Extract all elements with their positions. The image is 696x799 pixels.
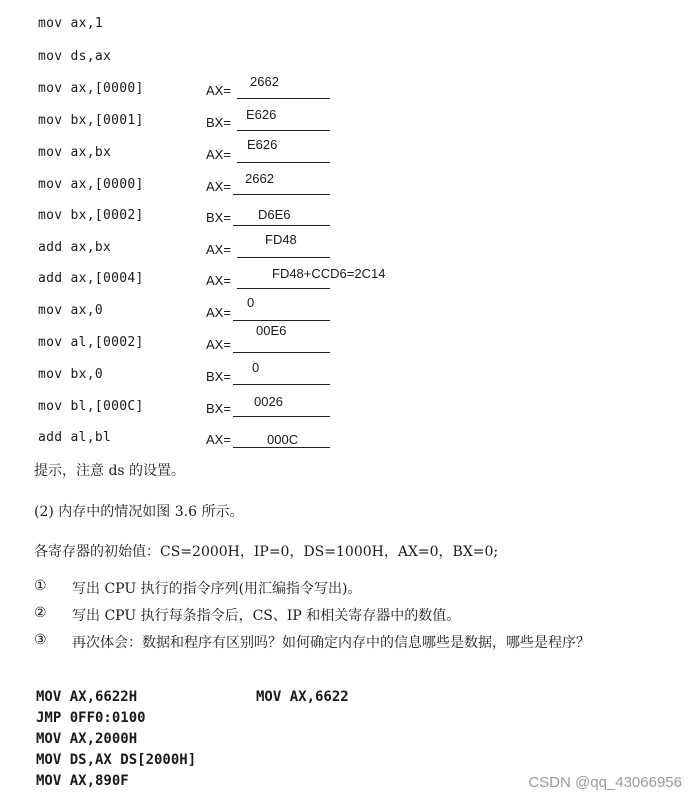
register-label: AX= [206,179,231,194]
code-line: MOV DS,AX DS[2000H] [36,752,197,768]
answer-blank-line [237,288,330,289]
instruction: add ax,[0004] [38,271,144,286]
instruction: mov ax,bx [38,145,112,160]
register-label: BX= [206,369,231,384]
register-value: 0026 [254,394,283,409]
exercise-row [0,49,696,73]
register-label: AX= [206,242,231,257]
register-label: AX= [206,337,231,352]
register-value: E626 [246,107,277,122]
register-value: 2662 [250,74,279,89]
exercise-row [0,232,696,264]
instruction: mov ax,[0000] [38,81,144,96]
exercise-row [0,295,696,327]
task-number: ② [34,605,47,621]
task-text: 再次体会：数据和程序有区别吗？如何确定内存中的信息哪些是数据，哪些是程序？ [72,635,590,651]
register-label: AX= [206,147,231,162]
section-heading: (2) 内存中的情况如图 3.6 所示。 [34,504,244,520]
task-number: ③ [34,632,47,648]
register-label: BX= [206,115,231,130]
answer-blank-line [233,384,330,385]
instruction: mov ax,1 [38,16,104,31]
code-line-side: MOV AX,6622 [256,689,349,705]
answer-blank-line [237,257,330,258]
instruction: add al,bl [38,430,112,445]
register-label: AX= [206,273,231,288]
instruction: mov al,[0002] [38,335,144,350]
register-value: 000C [267,432,299,447]
register-value: D6E6 [258,207,291,222]
answer-blank-line [233,352,330,353]
register-label: BX= [206,210,231,225]
exercise-row [0,74,696,105]
watermark: CSDN @qq_43066956 [528,774,682,791]
register-value: 00E6 [256,323,287,338]
hint-text: 提示，注意 ds 的设置。 [34,463,186,479]
answer-blank-line [233,320,330,321]
exercise-row [0,16,696,40]
answer-blank-line [233,416,330,417]
answer-blank-line [237,98,330,99]
exercise-row [0,360,696,391]
register-value: 2662 [245,171,274,186]
instruction: add ax,bx [38,240,112,255]
instruction: mov bx,0 [38,367,104,382]
instruction: mov ax,0 [38,303,104,318]
exercise-row [0,430,696,454]
register-label: AX= [206,83,231,98]
exercise-row [0,137,696,169]
exercise-row [0,171,696,201]
answer-blank-line [237,162,330,163]
instruction: mov ax,[0000] [38,177,144,192]
instruction: mov bx,[0001] [38,113,144,128]
exercise-row [0,208,696,232]
code-line: MOV AX,2000H [36,731,138,747]
register-label: BX= [206,401,231,416]
answer-blank-line [233,225,330,226]
instruction: mov bx,[0002] [38,208,144,223]
code-line: MOV AX,890F [36,773,129,789]
register-value: 0 [252,360,260,375]
exercise-row [0,323,696,359]
instruction: mov ds,ax [38,49,112,64]
instruction: mov bl,[000C] [38,399,144,414]
initial-values-text: 各寄存器的初始值：CS=2000H，IP=0，DS=1000H，AX=0，BX=0; [34,544,499,560]
exercise-row [0,107,696,137]
answer-blank-line [233,194,330,195]
code-line: JMP 0FF0:0100 [36,710,146,726]
task-number: ① [34,578,47,594]
register-label: AX= [206,432,231,447]
register-value: E626 [247,137,278,152]
register-value: 0 [247,295,255,310]
task-text: 写出 CPU 执行的指令序列(用汇编指令写出)。 [72,581,362,597]
register-value: FD48 [265,232,297,247]
task-text: 写出 CPU 执行每条指令后，CS、IP 和相关寄存器中的数值。 [72,608,461,624]
answer-blank-line [237,130,330,131]
exercise-row [0,394,696,423]
exercise-row [0,266,696,295]
register-value: FD48+CCD6=2C14 [272,266,386,281]
answer-blank-line [233,447,330,448]
register-label: AX= [206,305,231,320]
code-line: MOV AX,6622H [36,689,138,705]
